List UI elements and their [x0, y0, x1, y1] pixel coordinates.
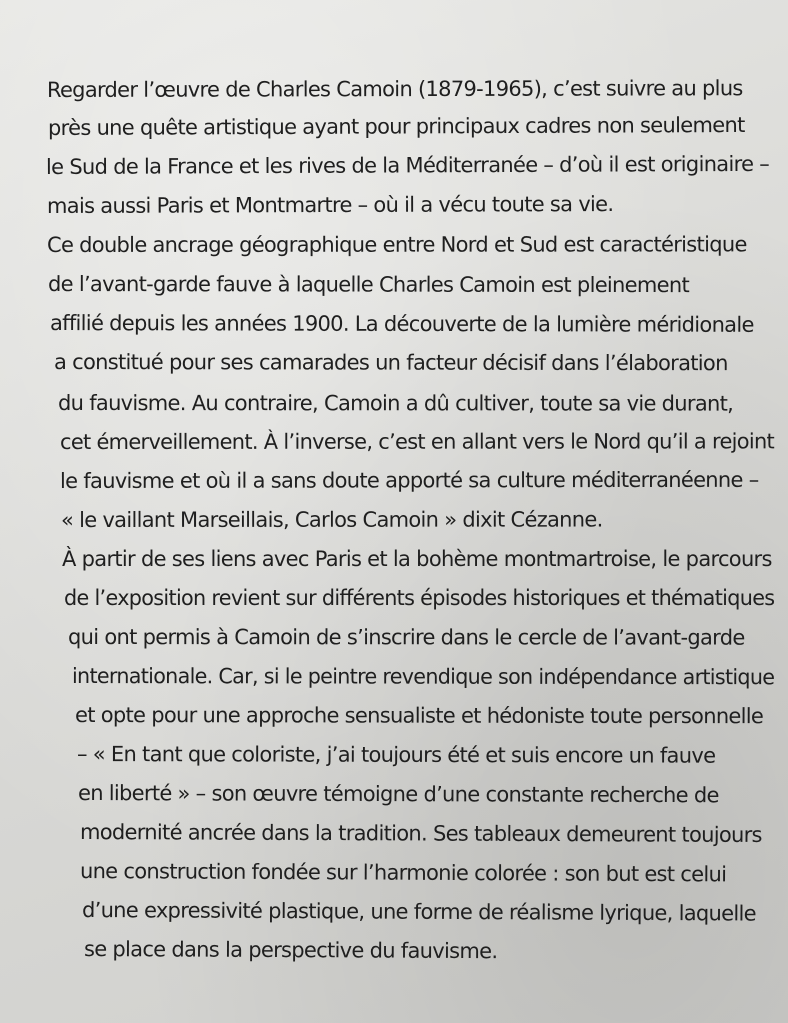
text-line: une construction fondée sur l’harmonie colorée : son but est celui: [79, 859, 727, 887]
text-line: qui ont permis à Camoin de s’inscrire dans le cercle de l’avant-garde: [67, 625, 745, 650]
text-line: le fauvisme et où il a sans doute apporté sa culture méditerranéenne –: [59, 467, 759, 493]
text-line: cet émerveillement. À l’inverse, c’est en allant vers le Nord qu’il a rejoint: [59, 429, 775, 454]
text-line: mais aussi Paris et Montmartre – où il a vécu toute sa vie.: [46, 192, 614, 218]
text-line: de l’avant-garde fauve à laquelle Charles Camoin est pleinement: [47, 272, 690, 298]
text-line: « le vaillant Marseillais, Carlos Camoin » dixit Cézanne.: [60, 507, 603, 532]
text-line: d’une expressivité plastique, une forme de réalisme lyrique, laquelle: [81, 898, 756, 926]
text-line: Ce double ancrage géographique entre Nord et Sud est caractéristique: [46, 232, 747, 257]
text-line: le Sud de la France et les rives de la Méditerranée – d’où il est originaire –: [45, 151, 770, 179]
text-line: du fauvisme. Au contraire, Camoin a dû cultiver, toute sa vie durant,: [57, 391, 734, 416]
text-line: en liberté » – son œuvre témoigne d’une constante recherche de: [77, 781, 719, 808]
text-line: modernité ancrée dans la tradition. Ses tableaux demeurent toujours: [79, 820, 762, 847]
text-line: de l’exposition revient sur différents épisodes historiques et thématiques: [64, 586, 775, 610]
text-line: Regarder l’œuvre de Charles Camoin (1879-1965), c’est suivre au plus: [46, 76, 743, 102]
text-line: internationale. Car, si le peintre revendique son indépendance artistique: [71, 664, 775, 690]
text-line: se place dans la perspective du fauvisme.: [83, 937, 498, 964]
text-line: près une quête artistique ayant pour principaux cadres non seulement: [47, 112, 745, 140]
text-line: a constitué pour ses camarades un facteur décisif dans l’élaboration: [53, 350, 728, 376]
text-line: affilié depuis les années 1900. La découverte de la lumière méridionale: [49, 311, 754, 337]
text-line: À partir de ses liens avec Paris et la bohème montmartroise, le parcours: [62, 547, 772, 571]
text-line: – « En tant que coloriste, j’ai toujours été et suis encore un fauve: [76, 742, 716, 768]
text-line: et opte pour une approche sensualiste et hédoniste toute personnelle: [74, 703, 764, 729]
